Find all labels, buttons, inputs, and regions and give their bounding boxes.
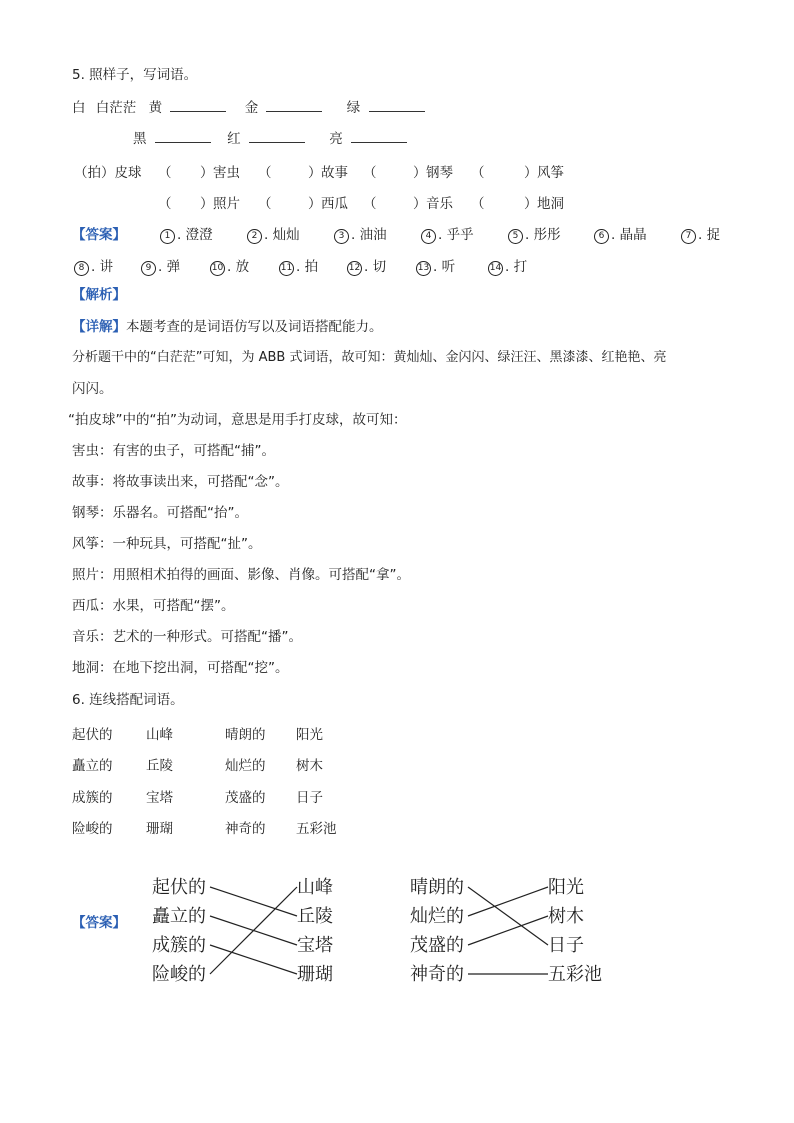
match-right-noun: 日子 <box>548 935 584 956</box>
paren-close: ） <box>524 165 538 181</box>
answer-text: 捉 <box>706 227 721 243</box>
answer-7: 7 . 捉 <box>681 223 720 244</box>
grid-word: 矗立的 <box>72 758 113 774</box>
answer-tag: 【答案】 <box>72 227 126 243</box>
grid-word: 树木 <box>296 758 323 774</box>
answer-text: 讲 <box>99 259 114 275</box>
grid-word: 山峰 <box>146 727 173 743</box>
pai-prefix: （拍）皮球 <box>74 165 142 181</box>
explain-line: 照片：用照相术拍得的画面、影像、肖像。可搭配“拿”。 <box>72 567 410 583</box>
paren-open: （ <box>258 165 272 181</box>
match-line <box>468 887 548 916</box>
answer-text: 澄澄 <box>185 227 213 243</box>
answer-number: 10 <box>210 261 225 276</box>
answer-6: 6 . 晶晶 <box>594 223 647 244</box>
answer-number: 14 <box>488 261 503 276</box>
explain-line: 风筝：一种玩具，可搭配“扯”。 <box>72 536 262 552</box>
match-right-noun: 阳光 <box>548 877 584 898</box>
answer-number: 6 <box>594 229 609 244</box>
answer-text: 切 <box>372 259 387 275</box>
grid-word: 五彩池 <box>296 821 337 837</box>
answer-text: 油油 <box>359 227 387 243</box>
example-word: 白茫茫 <box>95 100 137 116</box>
answer-13: 13 . 听 <box>417 259 456 275</box>
answer-text: 拍 <box>304 259 319 275</box>
match-left-noun: 丘陵 <box>297 906 333 927</box>
paren-close: ） <box>200 165 214 181</box>
item-yinyue: 音乐 <box>426 196 453 212</box>
explain-line: 地洞：在地下挖出洞，可搭配“挖”。 <box>72 660 289 676</box>
match-right-adj: 晴朗的 <box>410 877 464 898</box>
answer-number: 5 <box>508 229 523 244</box>
match-left-adj: 成簇的 <box>152 935 206 956</box>
match-right-adj: 灿烂的 <box>410 906 464 927</box>
grid-word: 丘陵 <box>146 758 173 774</box>
item-haichong: 害虫 <box>213 165 240 181</box>
answer-number: 13 <box>416 261 431 276</box>
answer-5: 5 . 彤彤 <box>508 223 561 244</box>
answer-number: 3 <box>334 229 349 244</box>
explain-line: 钢琴：乐器名。可搭配“抬”。 <box>72 505 248 521</box>
grid-word: 茂盛的 <box>225 790 266 806</box>
explain-line: 音乐：艺术的一种形式。可搭配“播”。 <box>72 629 302 645</box>
q6-answer-tag: 【答案】 <box>72 915 126 931</box>
match-right-noun: 树木 <box>548 906 584 927</box>
answer-text: 灿灿 <box>272 227 300 243</box>
blank-label-hong: 红 <box>227 131 241 147</box>
paren-open: （ <box>258 196 272 212</box>
match-left-adj: 矗立的 <box>152 906 206 927</box>
match-right-adj: 神奇的 <box>410 964 464 985</box>
item-didong: 地洞 <box>537 196 564 212</box>
answer-9: 9 . 弹 <box>141 255 180 276</box>
detail-text: 本题考查的是词语仿写以及词语搭配能力。 <box>126 319 383 335</box>
blank-label-lv: 绿 <box>346 100 361 116</box>
paren-close: ） <box>308 196 322 212</box>
answer-number: 9 <box>141 261 156 276</box>
match-lines <box>210 887 548 974</box>
match-left-adj: 起伏的 <box>152 877 206 898</box>
answer-text: 听 <box>441 259 456 275</box>
grid-word: 日子 <box>296 790 323 806</box>
paren-close: ） <box>524 196 538 212</box>
item-zhaopian: 照片 <box>213 196 240 212</box>
match-left-adj: 险峻的 <box>152 964 206 985</box>
explain-2: “拍皮球”中的“拍”为动词，意思是用手打皮球，故可知： <box>68 412 407 428</box>
paren-close: ） <box>200 196 214 212</box>
paren-open: （ <box>158 196 172 212</box>
answer-1: 1 . 澄澄 <box>160 223 213 244</box>
grid-word: 宝塔 <box>146 790 173 806</box>
match-right-noun: 五彩池 <box>548 964 602 985</box>
answer-number: 1 <box>160 229 175 244</box>
match-left-noun: 山峰 <box>297 877 333 898</box>
explain-line: 害虫：有害的虫子，可搭配“捕”。 <box>72 443 275 459</box>
grid-word: 神奇的 <box>225 821 266 837</box>
answer-10: 10 . 放 <box>211 259 250 275</box>
match-line <box>210 945 297 974</box>
match-group-left <box>152 877 333 985</box>
match-line <box>210 887 297 974</box>
explain-1b: 闪闪。 <box>72 381 113 397</box>
answer-text: 彤彤 <box>533 227 561 243</box>
paren-open: （ <box>363 165 377 181</box>
answer-number: 7 <box>681 229 696 244</box>
match-line <box>210 887 297 916</box>
answer-text: 乎乎 <box>446 227 474 243</box>
q6-title: 6. 连线搭配词语。 <box>72 692 184 708</box>
blank-label-huang: 黄 <box>148 100 163 116</box>
item-xigua: 西瓜 <box>321 196 348 212</box>
paren-close: ） <box>308 165 322 181</box>
answer-4: 4 . 乎乎 <box>421 223 474 244</box>
answer-number: 4 <box>421 229 436 244</box>
paren-open: （ <box>471 165 485 181</box>
match-left-noun: 珊瑚 <box>297 964 333 985</box>
answer-2: 2 . 灿灿 <box>247 223 300 244</box>
grid-word: 晴朗的 <box>225 727 266 743</box>
answer-text: 弹 <box>166 259 181 275</box>
grid-word: 珊瑚 <box>146 821 173 837</box>
answer-12: 12 . 切 <box>348 259 387 275</box>
paren-open: （ <box>471 196 485 212</box>
answer-8: 8 . 讲 <box>74 255 113 276</box>
item-gangqin: 钢琴 <box>426 165 453 181</box>
grid-word: 起伏的 <box>72 727 113 743</box>
answer-text: 晶晶 <box>619 227 647 243</box>
explain-line: 西瓜：水果，可搭配“摆”。 <box>72 598 235 614</box>
match-left-noun: 宝塔 <box>297 935 333 956</box>
analysis-tag: 【解析】 <box>72 287 126 303</box>
match-right-adj: 茂盛的 <box>410 935 464 956</box>
paren-close: ） <box>413 196 427 212</box>
paren-open: （ <box>363 196 377 212</box>
q5-title: 5. 照样子，写词语。 <box>72 67 198 83</box>
answer-3: 3 . 油油 <box>334 223 387 244</box>
explain-1a: 分析题干中的“白茫茫”可知，为 ABB 式词语，故可知：黄灿灿、金闪闪、绿汪汪、黑漆漆、红艳艳、亮 <box>72 350 667 365</box>
blank-label-liang: 亮 <box>329 131 343 147</box>
answer-14: 14 . 打 <box>489 259 528 275</box>
match-line <box>468 887 548 945</box>
example-char: 白 <box>72 100 86 116</box>
detail-tag: 【详解】 <box>72 319 126 335</box>
paren-open: （ <box>158 165 172 181</box>
paren-close: ） <box>413 165 427 181</box>
answer-number: 8 <box>74 261 89 276</box>
explain-line: 故事：将故事读出来，可搭配“念”。 <box>72 474 289 490</box>
blank-label-jin: 金 <box>244 100 259 116</box>
answer-number: 2 <box>247 229 262 244</box>
answer-11: 11 . 拍 <box>280 259 319 275</box>
answer-number: 12 <box>347 261 362 276</box>
grid-word: 灿烂的 <box>225 758 266 774</box>
answer-text: 放 <box>235 259 250 275</box>
grid-word: 成簇的 <box>72 790 113 806</box>
match-line <box>468 916 548 945</box>
answer-number: 11 <box>279 261 294 276</box>
item-gushi: 故事 <box>321 165 348 181</box>
blank-label-hei: 黑 <box>133 131 147 147</box>
item-fengzheng: 风筝 <box>537 165 564 181</box>
grid-word: 阳光 <box>296 727 323 743</box>
answer-text: 打 <box>513 259 528 275</box>
grid-word: 险峻的 <box>72 821 113 837</box>
